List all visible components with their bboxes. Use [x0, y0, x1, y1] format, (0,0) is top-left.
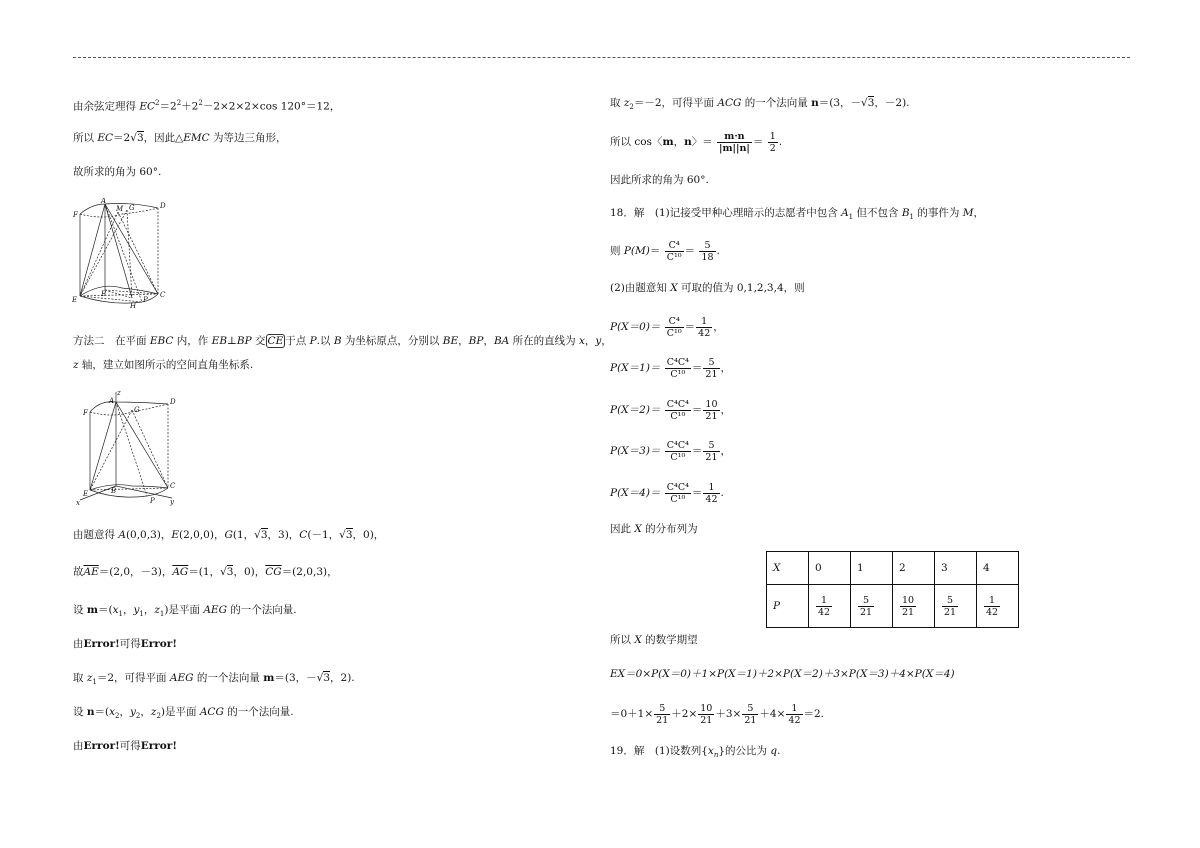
- fig2-label-a: A: [109, 397, 115, 405]
- table-cell: 2: [893, 552, 935, 585]
- ec-value-line: 所以 EC＝2√3，因此△EMC 为等边三角形，: [73, 132, 287, 144]
- table-cell: $\frac{5}{21}$: [935, 585, 977, 628]
- table-cell: $\frac{1}{42}$: [809, 585, 851, 628]
- geometry-figure-2: [72, 388, 182, 508]
- table-cell: $\frac{5}{21}$: [851, 585, 893, 628]
- table-cell: $\frac{1}{42}$: [977, 585, 1019, 628]
- cosine-fraction: $\frac{m\cdot n}{|m||n|}$: [719, 130, 750, 154]
- prob-x3: P(X＝3)＝ $\frac{\text{C⁴C⁴}}{\text{C¹⁰}}$ ＝ $\frac{5}{21}$ ，: [610, 439, 732, 463]
- fig1-label-m: M: [116, 205, 124, 213]
- method-two-line-a: 方法二 在平面 EBC 内，作 EB⊥BP 交 CE 于点 P.以 B 为坐标原点，分别以 BE，BP，BA 所在的直线为 x，y，: [73, 335, 612, 347]
- fig2-label-z: z: [117, 389, 121, 397]
- fig2-label-b: B: [111, 487, 117, 495]
- table-row: [767, 552, 1019, 585]
- prob-x0: P(X＝0)＝ $\frac{\text{C⁴}}{\text{C¹⁰}}$ ＝ $\frac{1}{42}$ ，: [610, 315, 724, 339]
- error-line-2: 由Error!可得Error!: [73, 740, 177, 752]
- table-cell: 0: [809, 552, 851, 585]
- table-header-p: P: [767, 585, 809, 628]
- cosine-line: 所以 cos〈m，n〉＝ $\frac{m\cdot n}{|m||n|}$ ＝ $\frac{1}{2}$ .: [610, 130, 783, 154]
- prob-x2: P(X＝2)＝ $\frac{\text{C⁴C⁴}}{\text{C¹⁰}}$ ＝ $\frac{10}{21}$ ，: [610, 398, 732, 422]
- prob-x4: P(X＝4)＝ $\frac{\text{C⁴C⁴}}{\text{C¹⁰}}$ ＝ $\frac{1}{42}$ .: [610, 481, 724, 505]
- fig2-label-c: C: [170, 482, 176, 490]
- fig2-label-f: F: [83, 409, 88, 417]
- cosine-law-line: 由余弦定理得 $EC^2=2^2+2^2-2\times 2\times 2\times\cos$ 120°＝12，: [73, 99, 341, 113]
- prob-x1: P(X＝1)＝ $\frac{\text{C⁴C⁴}}{\text{C¹⁰}}$ ＝ $\frac{5}{21}$ ，: [610, 356, 732, 380]
- fig2-label-d: D: [170, 398, 176, 406]
- method-two-line-b: z 轴，建立如图所示的空间直角坐标系.: [73, 359, 254, 371]
- fig1-label-f: F: [73, 211, 78, 219]
- expectation-intro: 所以 X 的数学期望: [610, 634, 698, 646]
- fig1-label-a: A: [101, 198, 107, 205]
- fig2-label-g: G: [134, 406, 140, 414]
- geometry-figure-1: [72, 198, 172, 313]
- expectation-formula: EX＝0×P(X＝0)＋1×P(X＝1)＋2×P(X＝2)＋3×P(X＝3)＋4×P(X＝4): [610, 668, 955, 680]
- fig1-label-e: E: [72, 296, 78, 304]
- table-cell: $\frac{10}{21}$: [893, 585, 935, 628]
- fig1-label-g: G: [129, 204, 135, 212]
- fig2-label-e: E: [83, 490, 89, 498]
- distribution-table: [766, 551, 1019, 628]
- distribution-intro: 因此 X 的分布列为: [610, 523, 698, 535]
- fig2-label-y: y: [170, 498, 174, 506]
- vectors-line: 故$\overline{AE}=(2,0$，－3)，$\overline{AG}=(1$，√3，0)，$\overline{CG}=(2,0,3)$，: [73, 566, 338, 578]
- pm-line: 则 P(M)＝ $\frac{\text{C⁴}}{\text{C¹⁰}}$ ＝ $\frac{5}{18}$ .: [610, 239, 720, 263]
- normal-m-value: 取 $z_1=2$，可得平面 AEG 的一个法向量 m＝(3，－√3，2).: [73, 672, 355, 687]
- cosine-value-fraction: $\frac{1}{2}$: [769, 130, 776, 154]
- q18-heading: 18．解 (1)记接受甲种心理暗示的志愿者中包含 $A_1$ 但不包含 $B_1$ 的事件为 M，: [610, 207, 984, 222]
- fig1-label-b: B: [101, 290, 107, 298]
- table-cell: 3: [935, 552, 977, 585]
- normal-m-definition: 设 $m=(x_1$，$y_1$，$z_1$)是平面 AEG 的一个法向量.: [73, 604, 297, 619]
- q18-part2: (2)由题意知 X 可取的值为 0,1,2,3,4，则: [610, 282, 805, 294]
- right-angle-answer: 因此所求的角为 60°.: [610, 174, 709, 186]
- expectation-result: ＝0＋1× $\frac{5}{21}$ ＋2× $\frac{10}{21}$ ＋3× $\frac{5}{21}$ ＋4× $\frac{1}{42}$ ＝2.: [610, 702, 825, 726]
- table-header-x: X: [767, 552, 809, 585]
- fig2-label-x: x: [76, 499, 80, 507]
- fig2-label-p: P: [150, 497, 155, 505]
- page-top-rule: [73, 57, 1130, 58]
- fig1-label-h: H: [130, 302, 137, 310]
- error-line-1: 由Error!可得Error!: [73, 638, 177, 650]
- normal-n-definition: 设 $n=(x_2$，$y_2$，$z_2$)是平面 ACG 的一个法向量.: [73, 706, 294, 721]
- q19-heading: 19．解 (1)设数列$\{x_n\}$的公比为 q.: [610, 745, 781, 760]
- table-cell: 1: [851, 552, 893, 585]
- normal-n-value: 取 $z_2=-2$，可得平面 ACG 的一个法向量 n＝(3，－√3，－2).: [610, 97, 910, 112]
- fig1-label-d: D: [160, 202, 166, 210]
- coordinates-line: 由题意得 A(0,0,3)，E(2,0,0)，G(1，√3，3)，C(－1，√3，0)，: [73, 529, 385, 541]
- fig1-label-p: P: [143, 296, 148, 304]
- fig1-label-c: C: [160, 291, 166, 299]
- table-row: [767, 585, 1019, 628]
- angle-answer-line: 故所求的角为 60°.: [73, 166, 162, 178]
- table-cell: 4: [977, 552, 1019, 585]
